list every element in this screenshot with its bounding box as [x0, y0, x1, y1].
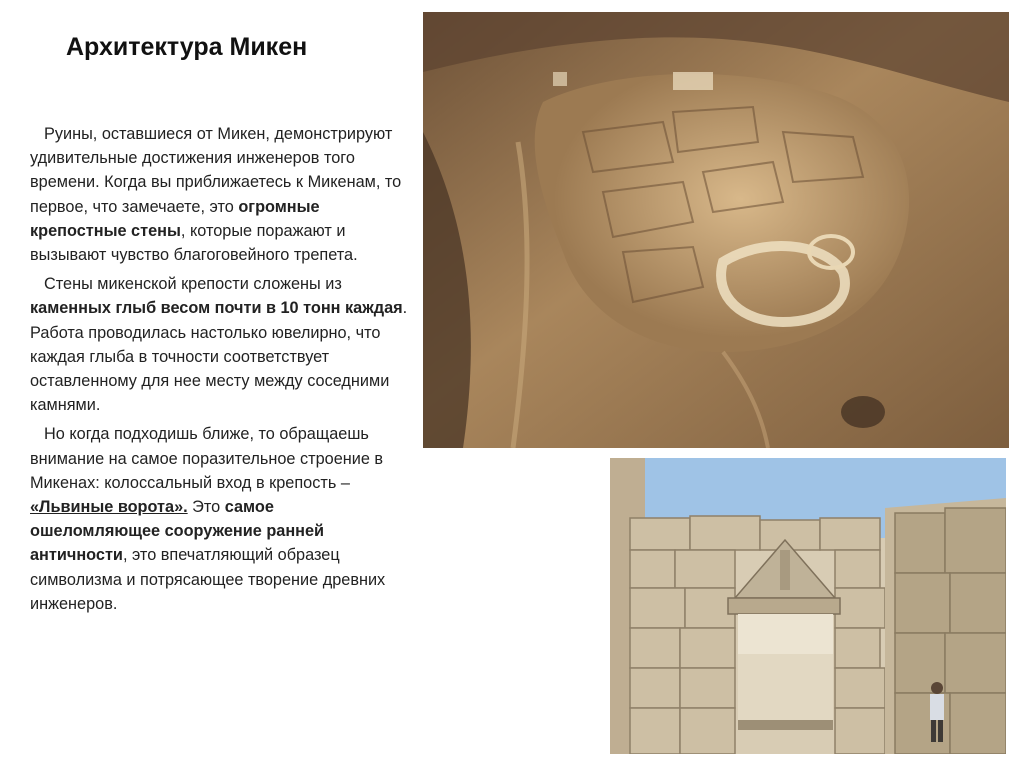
paragraph-1: [30, 122, 408, 267]
text-run: , которые поражают и вызывают чувство благоговейного трепета.: [30, 221, 358, 265]
text-run: Это: [187, 498, 225, 517]
text-run: , это впечатляющий образец символизма и потрясающее творение древних инженеров.: [30, 546, 386, 613]
text-run: Стены микенской крепости сложены из: [44, 275, 342, 294]
slide-title: Архитектура Микен: [66, 33, 308, 61]
aerial-ruins-photo: [423, 12, 1009, 448]
emphasis-antiquity: самое ошеломляющее сооружение ранней античности: [30, 498, 325, 565]
lion-gate-image: [610, 458, 1006, 754]
paragraph-3: [30, 422, 408, 616]
body-text: [30, 122, 408, 621]
paragraph-2: [30, 272, 408, 417]
text-run: Но когда подходишь ближе, то обращаешь внимание на самое поразительное строение в Микенах: колоссальный вход в крепость –: [30, 425, 384, 492]
aerial-ruins-image: [423, 12, 1009, 448]
emphasis-lion-gate: «Львиные ворота».: [30, 498, 188, 517]
text-run: . Работа проводилась настолько ювелирно, что каждая глыба в точности соответствует оставленному для нее месту между соседними камнями.: [30, 299, 408, 415]
emphasis-stone-blocks: каменных глыб весом почти в 10 тонн каждая: [30, 299, 403, 318]
text-run: Руины, оставшиеся от Микен, демонстрируют удивительные достижения инженеров того времени. Когда вы приближаетесь к Микенам, то первое, что замечаете, это: [30, 125, 402, 216]
emphasis-walls: огромные крепостные стены: [30, 197, 320, 240]
lion-gate-photo: [610, 458, 1006, 754]
